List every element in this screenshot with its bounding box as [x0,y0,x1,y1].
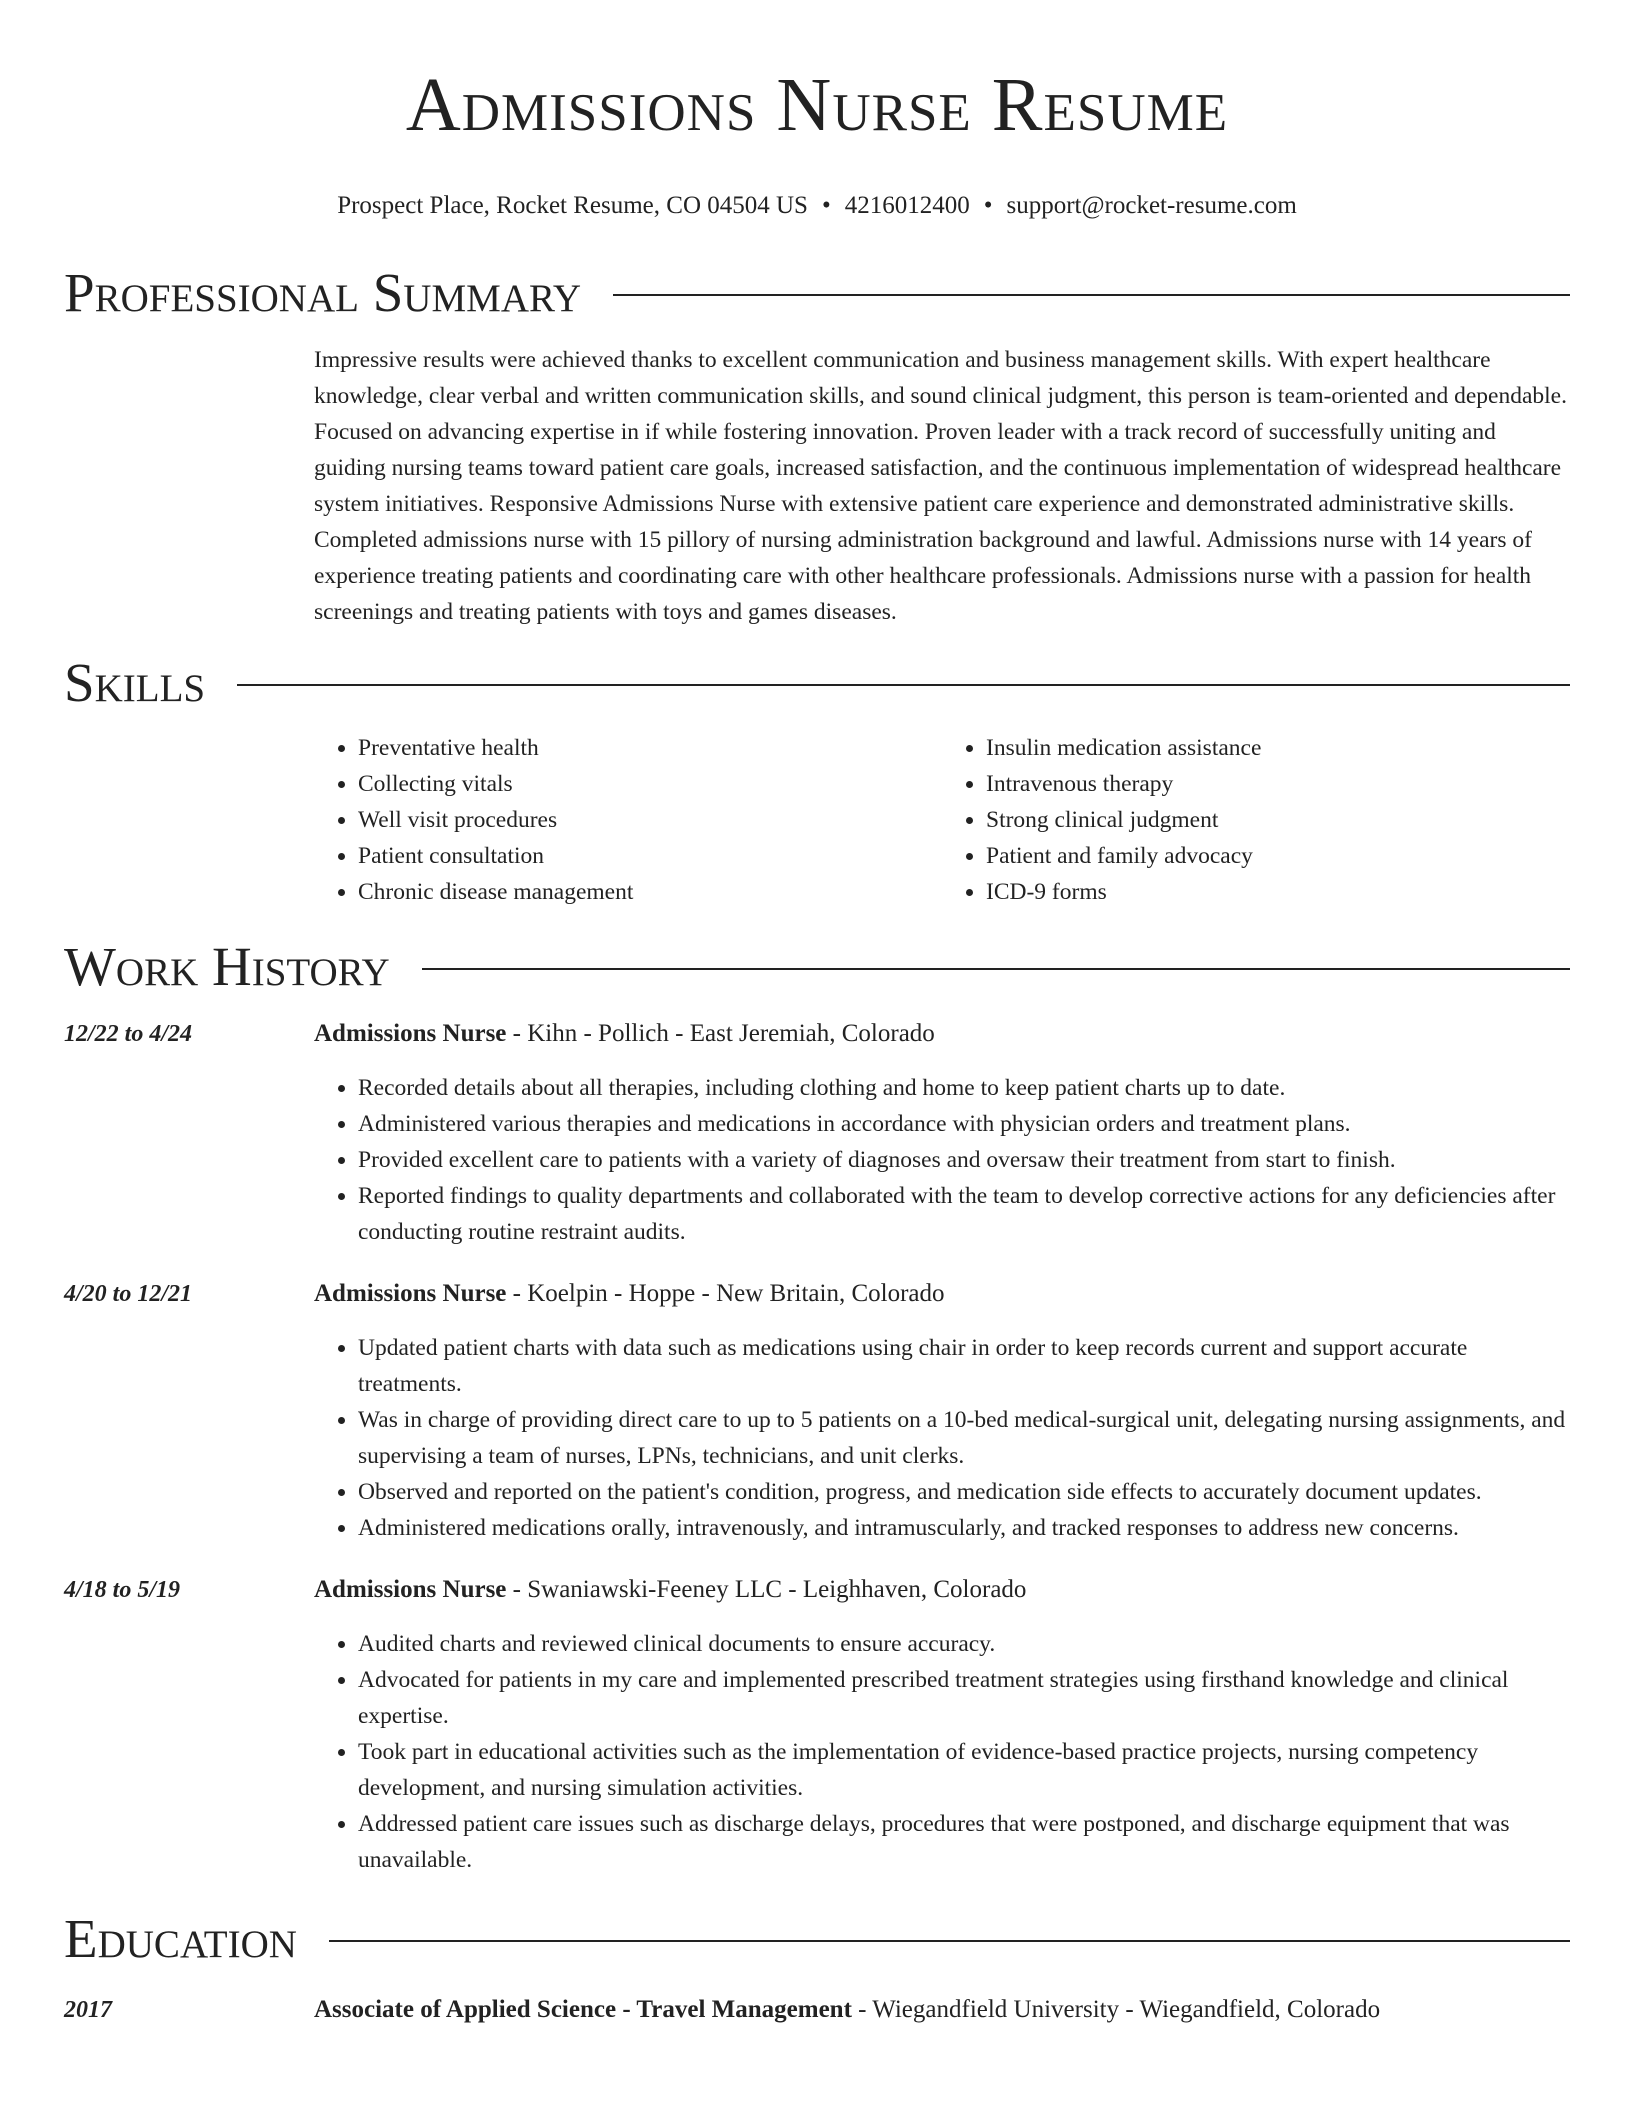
job-duty: • Reported findings to quality departments and collaborated with the team to develop corrective actions for any deficiencies after conducting routine restraint audits. [358,1178,1570,1250]
job-duty: • Took part in educational activities such as the implementation of evidence-based practice projects, nursing competency development, and nursing simulation activities. [358,1734,1570,1806]
job-position: Admissions Nurse [314,1280,507,1307]
job-body [314,1016,1570,1250]
job-dates: 4/20 to 12/21 [64,1281,193,1307]
job-duty: • Audited charts and reviewed clinical documents to ensure accuracy. [358,1626,1570,1662]
resume-name: Admissions Nurse Resume [405,63,1229,147]
skills-column-left [314,730,942,910]
job-duty: • Recorded details about all therapies, including clothing and home to keep patient charts up to date. [358,1070,1570,1106]
job-entry [64,1276,1570,1546]
education-section-header [64,1906,1570,1972]
job-duty: • Administered various therapies and medications in accordance with physician orders and treatment plans. [358,1106,1570,1142]
contact-line [64,190,1570,222]
job-duties [314,1626,1570,1878]
job-body [314,1572,1570,1878]
job-duty: • Addressed patient care issues such as discharge delays, procedures that were postponed, and discharge equipment that was unavailable. [358,1806,1570,1878]
job-duty: • Observed and reported on the patient's condition, progress, and medication side effects to accurately document updates. [358,1474,1570,1510]
skill-item: • Patient consultation [358,838,942,874]
job-heading [314,1016,1570,1052]
education-entry [64,1992,1570,2028]
contact-separator: • [821,192,831,219]
skill-item: • Preventative health [358,730,942,766]
skill-item: • Well visit procedures [358,802,942,838]
skill-item: • Chronic disease management [358,874,942,910]
job-duty: • Advocated for patients in my care and implemented prescribed treatment strategies using firsthand knowledge and clinical expertise. [358,1662,1570,1734]
section-divider [237,684,1570,686]
skill-item: • Patient and family advocacy [986,838,1570,874]
contact-separator: • [983,192,993,219]
job-position: Admissions Nurse [314,1576,507,1603]
contact-address: Prospect Place, Rocket Resume, CO 04504 US [337,192,808,219]
section-divider [613,294,1570,296]
job-heading [314,1276,1570,1312]
skills-column-right [942,730,1570,910]
job-employer: - Swaniawski-Feeney LLC - Leighhaven, Colorado [506,1576,1027,1603]
work-title: Work History [64,936,390,997]
job-duty: • Provided excellent care to patients with a variety of diagnoses and oversaw their treatment from start to finish. [358,1142,1570,1178]
contact-email: support@rocket-resume.com [1006,192,1297,219]
education-heading [314,1992,1570,2028]
section-divider [422,968,1570,970]
job-duties [314,1070,1570,1250]
education-degree: Associate of Applied Science - Travel Management [314,1996,852,2023]
summary-title: Professional Summary [64,262,582,323]
skill-item: • Insulin medication assistance [986,730,1570,766]
summary-text: Impressive results were achieved thanks to excellent communication and business management skills. With expert healthcare knowledge, clear verbal and written communication skills, and sound clinical judgment, this person is team-oriented and dependable. Focused on advancing expertise in if while fostering innovation. Proven leader with a track record of successfully uniting and guiding nursing teams toward patient care goals, increased satisfaction, and the continuous implementation of widespread healthcare system initiatives. Responsive Admissions Nurse with extensive patient care experience and demonstrated administrative skills. Completed admissions nurse with 15 pillory of nursing administration background and lawful. Admissions nurse with 14 years of experience treating patients and coordinating care with other healthcare professionals. Admissions nurse with a passion for health screenings and treating patients with toys and games diseases. [314,347,1567,625]
job-duty: • Was in charge of providing direct care to up to 5 patients on a 10-bed medical-surgical unit, delegating nursing assignments, and supervising a team of nurses, LPNs, technicians, and unit clerks. [358,1402,1570,1474]
education-school: - Wiegandfield University - Wiegandfield, Colorado [851,1996,1381,2023]
skill-item: • Collecting vitals [358,766,942,802]
skill-item: • Strong clinical judgment [986,802,1570,838]
job-duties [314,1330,1570,1546]
skill-item: • ICD-9 forms [986,874,1570,910]
job-heading [314,1572,1570,1608]
job-employer: - Kihn - Pollich - East Jeremiah, Colorado [506,1020,935,1047]
job-entry [64,1572,1570,1878]
section-divider [329,1940,1570,1942]
job-employer: - Koelpin - Hoppe - New Britain, Colorado [506,1280,945,1307]
job-entry [64,1016,1570,1250]
skill-item: • Intravenous therapy [986,766,1570,802]
contact-phone: 4216012400 [844,192,970,219]
job-dates: 4/18 to 5/19 [64,1577,181,1603]
education-title: Education [64,1908,297,1969]
skills-list [314,730,1570,910]
work-section-header [64,934,1570,1000]
job-duty: • Updated patient charts with data such as medications using chair in order to keep records current and support accurate treatments. [358,1330,1570,1402]
skills-title: Skills [64,652,206,713]
summary-section-header [64,260,1570,326]
job-position: Admissions Nurse [314,1020,507,1047]
education-year: 2017 [64,1997,112,2023]
job-dates: 12/22 to 4/24 [64,1021,193,1047]
skills-section-header [64,650,1570,716]
job-body [314,1276,1570,1546]
job-duty: • Administered medications orally, intravenously, and intramuscularly, and tracked responses to address new concerns. [358,1510,1570,1546]
education-body [314,1992,1570,2028]
